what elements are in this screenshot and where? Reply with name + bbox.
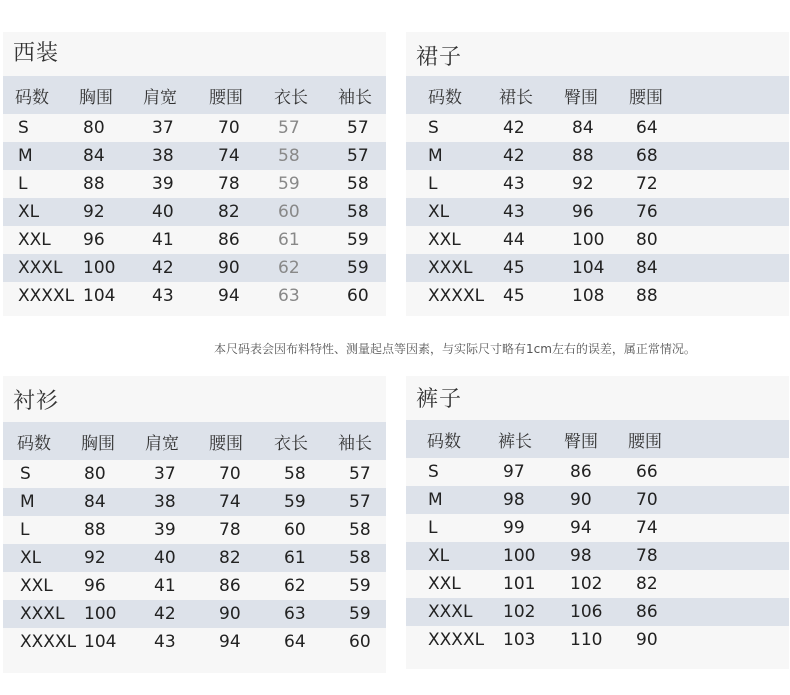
shirt-header-waist: 腰围 xyxy=(209,433,243,454)
shirt-cell-length: 61 xyxy=(284,548,306,568)
suit-cell-waist: 90 xyxy=(218,258,240,278)
skirt-cell-waist: 84 xyxy=(636,258,658,278)
shirt-cell-shoulder: 39 xyxy=(154,520,176,540)
skirt-cell-hip: 92 xyxy=(572,174,594,194)
shirt-cell-chest: 104 xyxy=(84,632,117,652)
shirt-cell-sleeve: 59 xyxy=(349,604,371,624)
skirt-cell-length: 43 xyxy=(503,202,525,222)
shirt-cell-size: XXXL xyxy=(20,604,65,624)
suit-title: 西装 xyxy=(13,41,60,66)
suit-cell-size: L xyxy=(18,174,28,194)
shirt-cell-chest: 80 xyxy=(84,464,106,484)
shirt-cell-size: XXL xyxy=(20,576,53,596)
pants-cell-size: S xyxy=(428,462,439,482)
pants-cell-hip: 98 xyxy=(570,546,592,566)
pants-cell-size: XXL xyxy=(428,574,461,594)
pants-cell-waist: 66 xyxy=(636,462,658,482)
suit-cell-size: XL xyxy=(18,202,40,222)
shirt-cell-sleeve: 57 xyxy=(349,464,371,484)
skirt-cell-length: 43 xyxy=(503,174,525,194)
shirt-cell-chest: 100 xyxy=(84,604,117,624)
shirt-row xyxy=(3,600,386,628)
suit-cell-sleeve: 60 xyxy=(347,286,369,306)
shirt-cell-waist: 90 xyxy=(219,604,241,624)
suit-header-waist: 腰围 xyxy=(209,87,243,108)
suit-row xyxy=(3,114,386,142)
shirt-cell-chest: 96 xyxy=(84,576,106,596)
pants-row xyxy=(406,570,789,598)
shirt-cell-shoulder: 37 xyxy=(154,464,176,484)
skirt-cell-size: XL xyxy=(428,202,450,222)
suit-cell-chest: 84 xyxy=(83,146,105,166)
pants-cell-length: 103 xyxy=(503,630,536,650)
suit-cell-size: S xyxy=(18,118,29,138)
pants-cell-hip: 106 xyxy=(570,602,603,622)
suit-cell-shoulder: 39 xyxy=(152,174,174,194)
skirt-header-waist: 腰围 xyxy=(629,87,663,108)
skirt-cell-hip: 100 xyxy=(572,230,605,250)
suit-cell-waist: 74 xyxy=(218,146,240,166)
suit-cell-length: 63 xyxy=(278,286,300,306)
suit-header-length: 衣长 xyxy=(274,87,308,108)
shirt-cell-length: 63 xyxy=(284,604,306,624)
shirt-cell-shoulder: 41 xyxy=(154,576,176,596)
shirt-cell-size: S xyxy=(20,464,31,484)
skirt-row xyxy=(406,170,789,198)
shirt-cell-sleeve: 57 xyxy=(349,492,371,512)
shirt-cell-shoulder: 42 xyxy=(154,604,176,624)
shirt-header-chest: 胸围 xyxy=(81,433,115,454)
suit-cell-shoulder: 37 xyxy=(152,118,174,138)
shirt-cell-shoulder: 40 xyxy=(154,548,176,568)
shirt-header-size: 码数 xyxy=(17,433,51,454)
suit-cell-length: 62 xyxy=(278,258,300,278)
shirt-cell-waist: 74 xyxy=(219,492,241,512)
suit-cell-chest: 80 xyxy=(83,118,105,138)
suit-row xyxy=(3,142,386,170)
pants-header-hip: 臀围 xyxy=(564,431,598,452)
pants-row xyxy=(406,598,789,626)
suit-row xyxy=(3,226,386,254)
shirt-header-sleeve: 袖长 xyxy=(338,433,372,454)
shirt-header-shoulder: 肩宽 xyxy=(145,433,179,454)
pants-row xyxy=(406,458,789,486)
suit-cell-chest: 88 xyxy=(83,174,105,194)
pants-cell-waist: 74 xyxy=(636,518,658,538)
shirt-cell-sleeve: 60 xyxy=(349,632,371,652)
suit-header-row xyxy=(3,76,386,114)
suit-cell-chest: 96 xyxy=(83,230,105,250)
suit-cell-size: XXXXL xyxy=(18,286,75,306)
skirt-cell-waist: 76 xyxy=(636,202,658,222)
suit-cell-size: M xyxy=(18,146,33,166)
suit-cell-waist: 94 xyxy=(218,286,240,306)
suit-row xyxy=(3,254,386,282)
shirt-title: 衬衫 xyxy=(13,389,60,414)
skirt-cell-waist: 72 xyxy=(636,174,658,194)
pants-cell-size: M xyxy=(428,490,443,510)
skirt-cell-length: 45 xyxy=(503,286,525,306)
suit-cell-shoulder: 40 xyxy=(152,202,174,222)
skirt-cell-size: M xyxy=(428,146,443,166)
pants-cell-waist: 90 xyxy=(636,630,658,650)
suit-cell-length: 57 xyxy=(278,118,300,138)
suit-cell-size: XXXL xyxy=(18,258,63,278)
shirt-cell-waist: 86 xyxy=(219,576,241,596)
suit-cell-length: 58 xyxy=(278,146,300,166)
pants-cell-hip: 110 xyxy=(570,630,603,650)
pants-header-row xyxy=(406,420,789,458)
skirt-row xyxy=(406,142,789,170)
skirt-cell-hip: 96 xyxy=(572,202,594,222)
suit-cell-size: XXL xyxy=(18,230,51,250)
shirt-cell-size: XL xyxy=(20,548,42,568)
skirt-cell-waist: 68 xyxy=(636,146,658,166)
suit-row xyxy=(3,170,386,198)
suit-cell-chest: 104 xyxy=(83,286,116,306)
shirt-cell-length: 58 xyxy=(284,464,306,484)
pants-cell-waist: 70 xyxy=(636,490,658,510)
suit-cell-sleeve: 57 xyxy=(347,146,369,166)
suit-table xyxy=(3,76,386,310)
suit-cell-waist: 78 xyxy=(218,174,240,194)
pants-cell-length: 99 xyxy=(503,518,525,538)
skirt-header-length: 裙长 xyxy=(499,87,533,108)
pants-cell-hip: 86 xyxy=(570,462,592,482)
pants-cell-length: 98 xyxy=(503,490,525,510)
skirt-table xyxy=(406,76,789,310)
pants-cell-size: XL xyxy=(428,546,450,566)
suit-cell-length: 59 xyxy=(278,174,300,194)
skirt-row xyxy=(406,114,789,142)
pants-row xyxy=(406,542,789,570)
suit-cell-waist: 82 xyxy=(218,202,240,222)
pants-cell-size: XXXXL xyxy=(428,630,485,650)
shirt-cell-length: 59 xyxy=(284,492,306,512)
pants-header-size: 码数 xyxy=(427,431,461,452)
skirt-cell-length: 45 xyxy=(503,258,525,278)
shirt-table xyxy=(3,422,386,656)
pants-header-length: 裤长 xyxy=(498,431,532,452)
pants-table xyxy=(406,420,789,654)
shirt-cell-sleeve: 58 xyxy=(349,520,371,540)
shirt-cell-size: XXXXL xyxy=(20,632,77,652)
pants-cell-waist: 82 xyxy=(636,574,658,594)
skirt-cell-size: XXL xyxy=(428,230,461,250)
suit-header-size: 码数 xyxy=(15,87,49,108)
suit-cell-shoulder: 38 xyxy=(152,146,174,166)
pants-cell-hip: 90 xyxy=(570,490,592,510)
shirt-cell-sleeve: 58 xyxy=(349,548,371,568)
pants-title: 裤子 xyxy=(416,387,463,412)
suit-cell-length: 60 xyxy=(278,202,300,222)
shirt-cell-chest: 88 xyxy=(84,520,106,540)
suit-cell-chest: 100 xyxy=(83,258,116,278)
suit-header-sleeve: 袖长 xyxy=(338,87,372,108)
skirt-cell-hip: 84 xyxy=(572,118,594,138)
suit-row xyxy=(3,282,386,310)
shirt-cell-waist: 78 xyxy=(219,520,241,540)
shirt-cell-length: 62 xyxy=(284,576,306,596)
skirt-cell-hip: 88 xyxy=(572,146,594,166)
pants-header-waist: 腰围 xyxy=(628,431,662,452)
suit-cell-shoulder: 42 xyxy=(152,258,174,278)
shirt-cell-sleeve: 59 xyxy=(349,576,371,596)
shirt-cell-length: 60 xyxy=(284,520,306,540)
skirt-title: 裙子 xyxy=(416,45,463,70)
skirt-cell-waist: 64 xyxy=(636,118,658,138)
skirt-row xyxy=(406,198,789,226)
suit-cell-shoulder: 41 xyxy=(152,230,174,250)
suit-header-shoulder: 肩宽 xyxy=(143,87,177,108)
shirt-row xyxy=(3,544,386,572)
shirt-cell-shoulder: 38 xyxy=(154,492,176,512)
skirt-cell-waist: 88 xyxy=(636,286,658,306)
shirt-cell-waist: 70 xyxy=(219,464,241,484)
pants-cell-size: XXXL xyxy=(428,602,473,622)
shirt-cell-waist: 94 xyxy=(219,632,241,652)
skirt-cell-length: 42 xyxy=(503,146,525,166)
skirt-row xyxy=(406,282,789,310)
pants-panel xyxy=(406,376,789,669)
pants-cell-length: 102 xyxy=(503,602,536,622)
suit-header-chest: 胸围 xyxy=(79,87,113,108)
size-chart-note: 本尺码表会因布料特性、测量起点等因素，与实际尺寸略有1cm左右的误差，属正常情况。 xyxy=(214,342,696,356)
pants-cell-size: L xyxy=(428,518,438,538)
skirt-cell-hip: 108 xyxy=(572,286,605,306)
skirt-panel xyxy=(406,32,789,316)
suit-cell-waist: 86 xyxy=(218,230,240,250)
shirt-row xyxy=(3,572,386,600)
pants-row xyxy=(406,626,789,654)
shirt-cell-shoulder: 43 xyxy=(154,632,176,652)
suit-cell-shoulder: 43 xyxy=(152,286,174,306)
suit-cell-chest: 92 xyxy=(83,202,105,222)
pants-row xyxy=(406,514,789,542)
shirt-cell-size: L xyxy=(20,520,30,540)
skirt-cell-size: S xyxy=(428,118,439,138)
suit-cell-sleeve: 59 xyxy=(347,230,369,250)
shirt-cell-length: 64 xyxy=(284,632,306,652)
shirt-row xyxy=(3,628,386,656)
skirt-cell-hip: 104 xyxy=(572,258,605,278)
pants-cell-hip: 94 xyxy=(570,518,592,538)
suit-panel xyxy=(3,32,386,316)
skirt-header-row xyxy=(406,76,789,114)
suit-cell-sleeve: 59 xyxy=(347,258,369,278)
shirt-header-row xyxy=(3,422,386,460)
pants-row xyxy=(406,486,789,514)
shirt-row xyxy=(3,460,386,488)
suit-cell-sleeve: 58 xyxy=(347,202,369,222)
pants-cell-hip: 102 xyxy=(570,574,603,594)
shirt-row xyxy=(3,488,386,516)
shirt-header-length: 衣长 xyxy=(274,433,308,454)
shirt-cell-waist: 82 xyxy=(219,548,241,568)
suit-cell-length: 61 xyxy=(278,230,300,250)
skirt-row xyxy=(406,254,789,282)
skirt-cell-waist: 80 xyxy=(636,230,658,250)
skirt-header-size: 码数 xyxy=(428,87,462,108)
pants-cell-length: 101 xyxy=(503,574,536,594)
skirt-header-hip: 臀围 xyxy=(564,87,598,108)
shirt-cell-chest: 92 xyxy=(84,548,106,568)
pants-cell-length: 97 xyxy=(503,462,525,482)
skirt-cell-size: XXXL xyxy=(428,258,473,278)
suit-row xyxy=(3,198,386,226)
skirt-cell-length: 42 xyxy=(503,118,525,138)
pants-cell-waist: 86 xyxy=(636,602,658,622)
suit-cell-waist: 70 xyxy=(218,118,240,138)
shirt-row xyxy=(3,516,386,544)
pants-cell-length: 100 xyxy=(503,546,536,566)
skirt-cell-size: L xyxy=(428,174,438,194)
skirt-cell-size: XXXXL xyxy=(428,286,485,306)
shirt-cell-chest: 84 xyxy=(84,492,106,512)
shirt-panel xyxy=(3,376,386,673)
skirt-cell-length: 44 xyxy=(503,230,525,250)
skirt-row xyxy=(406,226,789,254)
suit-cell-sleeve: 58 xyxy=(347,174,369,194)
suit-cell-sleeve: 57 xyxy=(347,118,369,138)
shirt-cell-size: M xyxy=(20,492,35,512)
pants-cell-waist: 78 xyxy=(636,546,658,566)
